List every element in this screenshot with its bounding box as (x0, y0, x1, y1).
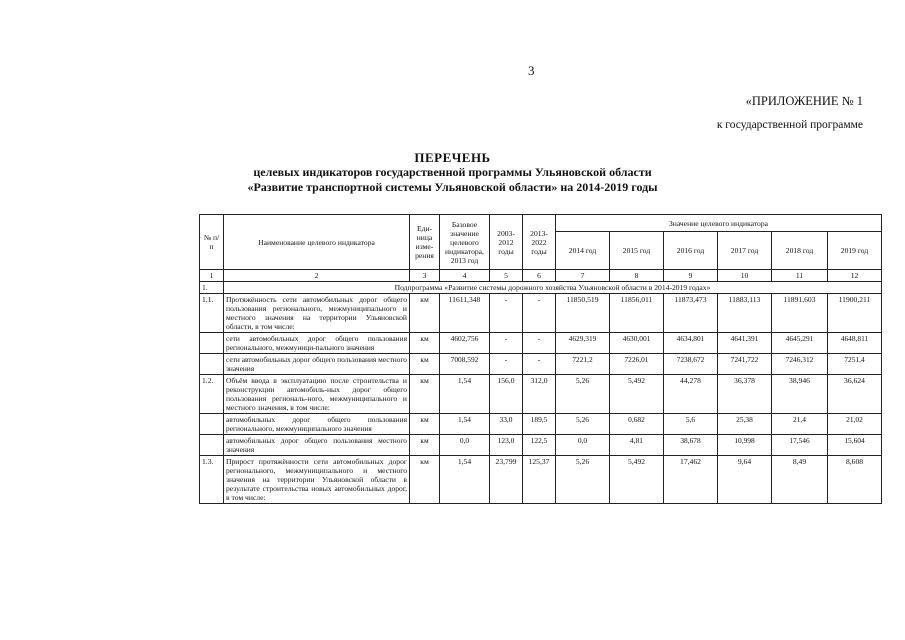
row-name: Прирост протяжённости сети автомобильных дорог регионального, межмуниципального и местного значения на территории Ульяновской области в результате строительства новых автомобильных дорог, в том числе: (224, 456, 410, 504)
row-value: 7226,01 (610, 354, 664, 375)
row-period-1: - (490, 354, 523, 375)
row-value: 17,462 (664, 456, 718, 504)
row-period-2: - (523, 354, 556, 375)
row-value: 9,64 (718, 456, 772, 504)
subprogram-title: Подпрограмма «Развитие системы дорожного хозяйства Ульяновской области в 2014-2019 годах» (224, 282, 882, 294)
row-value: 5,492 (610, 375, 664, 414)
row-period-2: 125,37 (523, 456, 556, 504)
row-period-1: 156,0 (490, 375, 523, 414)
column-number: 9 (664, 270, 718, 282)
row-value: 5,26 (556, 375, 610, 414)
row-value: 4634,801 (664, 333, 718, 354)
table-row (200, 333, 882, 354)
row-value: 8,49 (772, 456, 828, 504)
row-value: 44,278 (664, 375, 718, 414)
row-period-2: - (523, 333, 556, 354)
column-number: 12 (828, 270, 882, 282)
title-line-3: «Развитие транспортной системы Ульяновской области» на 2014-2019 годы (247, 180, 658, 194)
row-value: 36,378 (718, 375, 772, 414)
row-value: 11900,211 (828, 294, 882, 333)
header-year: 2019 год (828, 232, 882, 270)
column-number: 2 (224, 270, 410, 282)
header-year: 2018 год (772, 232, 828, 270)
row-value: 38,678 (664, 435, 718, 456)
row-value: 7241,722 (718, 354, 772, 375)
header-num: № п/п (200, 215, 224, 270)
row-value: 0,0 (556, 435, 610, 456)
row-value: 38,946 (772, 375, 828, 414)
row-period-2: 189,5 (523, 414, 556, 435)
title-line-1: ПЕРЕЧЕНЬ (414, 150, 491, 165)
row-value: 4641,391 (718, 333, 772, 354)
table-row (200, 435, 882, 456)
subprogram-row (200, 282, 882, 294)
row-unit: км (410, 375, 440, 414)
header-base: Базовое значение целевого индикатора, 2013 год (440, 215, 490, 270)
column-number: 3 (410, 270, 440, 282)
row-num: 1.1. (200, 294, 224, 333)
row-value: 17,546 (772, 435, 828, 456)
table-row (200, 414, 882, 435)
row-name: сети автомобильных дорог общего пользования регионального, межмуници-пального значения (224, 333, 410, 354)
row-period-2: 122,5 (523, 435, 556, 456)
row-base: 4602,756 (440, 333, 490, 354)
row-value: 10,998 (718, 435, 772, 456)
column-number: 6 (523, 270, 556, 282)
document-title (0, 150, 905, 195)
table-row (200, 375, 882, 414)
appendix-heading: «ПРИЛОЖЕНИЕ № 1 (745, 94, 863, 108)
row-num: 1.3. (200, 456, 224, 504)
row-value: 11856,011 (610, 294, 664, 333)
row-num (200, 435, 224, 456)
row-num (200, 333, 224, 354)
title-line-2: целевых индикаторов государственной программы Ульяновской области (253, 165, 652, 179)
indicators-table (199, 214, 882, 504)
row-value: 7238,672 (664, 354, 718, 375)
column-number: 7 (556, 270, 610, 282)
table-row (200, 294, 882, 333)
row-value: 0,682 (610, 414, 664, 435)
row-base: 11611,348 (440, 294, 490, 333)
row-value: 21,4 (772, 414, 828, 435)
row-name: Объём ввода в эксплуатацию после строительства и реконструкции автомобиль-ных дорог общего пользования региональ-ного, межмуниципального и местного значения, в том числе: (224, 375, 410, 414)
row-base: 7008,592 (440, 354, 490, 375)
row-value: 4630,001 (610, 333, 664, 354)
row-name: автомобильных дорог общего пользования местного значения (224, 435, 410, 456)
header-name: Наименование целевого индикатора (224, 215, 410, 270)
row-value: 5,26 (556, 456, 610, 504)
header-period-1: 2003-2012 годы (490, 215, 523, 270)
row-value: 11883,113 (718, 294, 772, 333)
column-number-row (200, 270, 882, 282)
header-row-1 (200, 215, 882, 232)
row-name: Протяжённость сети автомобильных дорог общего пользования регионального, межмуниципального и местного значения на территории Ульяновской области, в том числе: (224, 294, 410, 333)
row-value: 11891,603 (772, 294, 828, 333)
header-period-2: 2013-2022 годы (523, 215, 556, 270)
header-year: 2017 год (718, 232, 772, 270)
row-base: 1,54 (440, 375, 490, 414)
row-unit: км (410, 354, 440, 375)
row-period-2: - (523, 294, 556, 333)
row-value: 21,02 (828, 414, 882, 435)
row-unit: км (410, 333, 440, 354)
row-period-1: 33,0 (490, 414, 523, 435)
row-unit: км (410, 435, 440, 456)
row-value: 7246,312 (772, 354, 828, 375)
row-period-2: 312,0 (523, 375, 556, 414)
row-value: 15,604 (828, 435, 882, 456)
row-value: 4645,291 (772, 333, 828, 354)
row-name: автомобильных дорог общего пользования регионального, межмуниципального значения (224, 414, 410, 435)
table-row (200, 354, 882, 375)
row-value: 8,608 (828, 456, 882, 504)
header-group: Значение целевого индикатора (556, 215, 882, 232)
column-number: 8 (610, 270, 664, 282)
row-base: 1,54 (440, 456, 490, 504)
header-unit: Еди-ница изме-рения (410, 215, 440, 270)
row-num: 1.2. (200, 375, 224, 414)
subprogram-num: 1. (200, 282, 224, 294)
column-number: 4 (440, 270, 490, 282)
table-row (200, 456, 882, 504)
row-period-1: - (490, 294, 523, 333)
row-num (200, 354, 224, 375)
row-value: 25,38 (718, 414, 772, 435)
row-value: 5,6 (664, 414, 718, 435)
column-number: 11 (772, 270, 828, 282)
header-year: 2015 год (610, 232, 664, 270)
row-value: 4,81 (610, 435, 664, 456)
row-value: 36,624 (828, 375, 882, 414)
row-period-1: 123,0 (490, 435, 523, 456)
appendix-subheading: к государственной программе (716, 119, 863, 131)
row-value: 5,26 (556, 414, 610, 435)
column-number: 1 (200, 270, 224, 282)
row-value: 5,492 (610, 456, 664, 504)
row-period-1: 23,799 (490, 456, 523, 504)
column-number: 5 (490, 270, 523, 282)
header-year: 2016 год (664, 232, 718, 270)
row-base: 1,54 (440, 414, 490, 435)
row-value: 4629,319 (556, 333, 610, 354)
row-value: 7221,2 (556, 354, 610, 375)
row-value: 4648,811 (828, 333, 882, 354)
row-num (200, 414, 224, 435)
row-period-1: - (490, 333, 523, 354)
row-unit: км (410, 456, 440, 504)
row-base: 0,0 (440, 435, 490, 456)
row-name: сети автомобильных дорог общего пользования местного значения (224, 354, 410, 375)
header-year: 2014 год (556, 232, 610, 270)
page-number: 3 (528, 63, 535, 78)
column-number: 10 (718, 270, 772, 282)
row-unit: км (410, 414, 440, 435)
row-value: 11873,473 (664, 294, 718, 333)
row-value: 7251,4 (828, 354, 882, 375)
row-value: 11850,519 (556, 294, 610, 333)
row-unit: км (410, 294, 440, 333)
